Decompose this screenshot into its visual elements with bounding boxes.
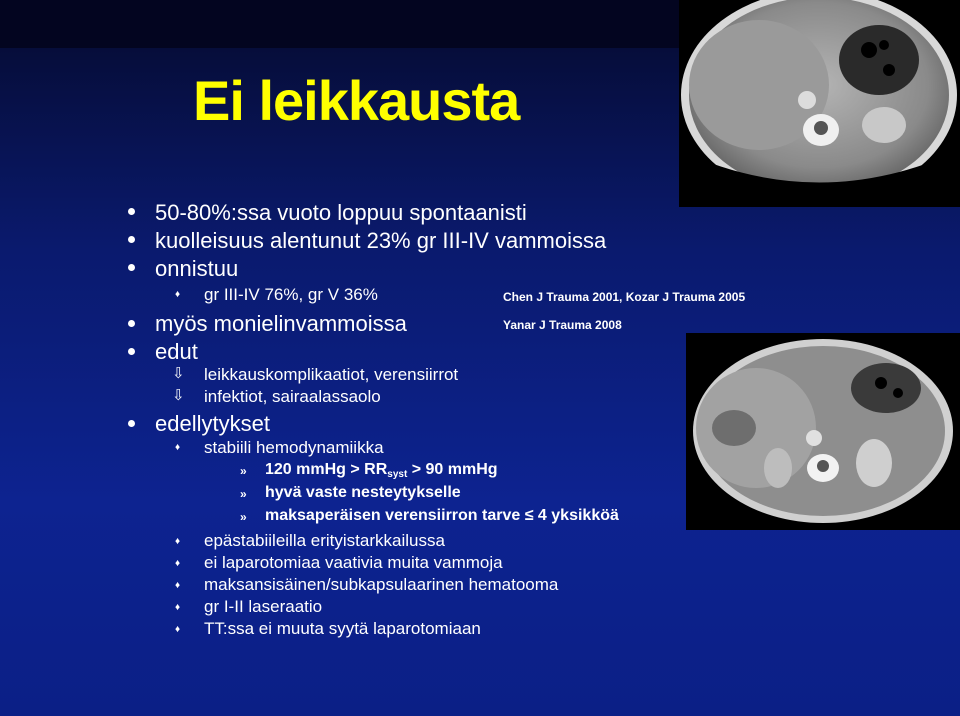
round-bullet-icon: [128, 236, 135, 243]
blood-pressure-text: 120 mmHg > RR: [265, 461, 388, 478]
subsubbullet-blood-pressure: [265, 461, 498, 480]
subbullet-complications: leikkauskomplikaatiot, verensiirrot: [204, 365, 459, 384]
reference-yanar: Yanar J Trauma 2008: [503, 318, 622, 332]
systolic-subscript: syst: [387, 469, 408, 480]
ct-scan-image-lower: [686, 333, 960, 530]
subbullet-grades: gr III-IV 76%, gr V 36%: [204, 285, 378, 304]
double-chevron-bullet-icon: »: [240, 487, 247, 501]
bullet-mortality: kuolleisuus alentunut 23% gr III-IV vammoissa: [155, 228, 607, 253]
double-chevron-bullet-icon: »: [240, 510, 247, 524]
down-arrow-bullet-icon: ⇩: [172, 365, 185, 382]
diamond-bullet-icon: ♦: [175, 558, 181, 569]
bullet-prerequisites: edellytykset: [155, 411, 270, 436]
reference-chen-kozar: Chen J Trauma 2001, Kozar J Trauma 2005: [503, 290, 746, 304]
less-equal-symbol: ≤: [524, 507, 534, 524]
diamond-bullet-icon: ♦: [175, 289, 181, 300]
round-bullet-icon: [128, 264, 135, 271]
subbullet-ct-findings: TT:ssa ei muuta syytä laparotomiaan: [204, 619, 481, 638]
transfusion-text: maksaperäisen verensiirron tarve: [265, 507, 525, 524]
subsubbullet-transfusion-need: [265, 507, 619, 525]
subbullet-no-other-injuries: ei laparotomiaa vaativia muita vammoja: [204, 553, 503, 572]
round-bullet-icon: [128, 420, 135, 427]
diamond-bullet-icon: ♦: [175, 442, 181, 453]
bullet-multiorgan: myös monielinvammoissa: [155, 311, 407, 336]
bullet-benefits: edut: [155, 339, 198, 364]
bullet-success: onnistuu: [155, 256, 239, 281]
diamond-bullet-icon: ♦: [175, 580, 181, 591]
slide-title: Ei leikkausta: [193, 69, 520, 132]
subbullet-infections: infektiot, sairaalassaolo: [204, 387, 381, 406]
transfusion-text-end: 4 yksikköä: [533, 507, 619, 524]
subsubbullet-fluid-response: hyvä vaste nesteytykselle: [265, 484, 461, 501]
double-chevron-bullet-icon: »: [240, 464, 247, 478]
diamond-bullet-icon: ♦: [175, 602, 181, 613]
round-bullet-icon: [128, 208, 135, 215]
round-bullet-icon: [128, 320, 135, 327]
blood-pressure-text-end: > 90 mmHg: [407, 461, 498, 478]
subbullet-unstable: epästabiileilla erityistarkkailussa: [204, 531, 445, 550]
subbullet-laceration: gr I-II laseraatio: [204, 597, 323, 616]
diamond-bullet-icon: ♦: [175, 536, 181, 547]
subbullet-hematoma: maksansisäinen/subkapsulaarinen hematooma: [204, 575, 559, 594]
bullet-spontaneous-stop: 50-80%:ssa vuoto loppuu spontaanisti: [155, 200, 527, 225]
round-bullet-icon: [128, 348, 135, 355]
down-arrow-bullet-icon: ⇩: [172, 387, 185, 404]
ct-scan-image-upper: [679, 0, 960, 207]
subbullet-stable-hemodynamics: stabiili hemodynamiikka: [204, 438, 384, 457]
diamond-bullet-icon: ♦: [175, 624, 181, 635]
